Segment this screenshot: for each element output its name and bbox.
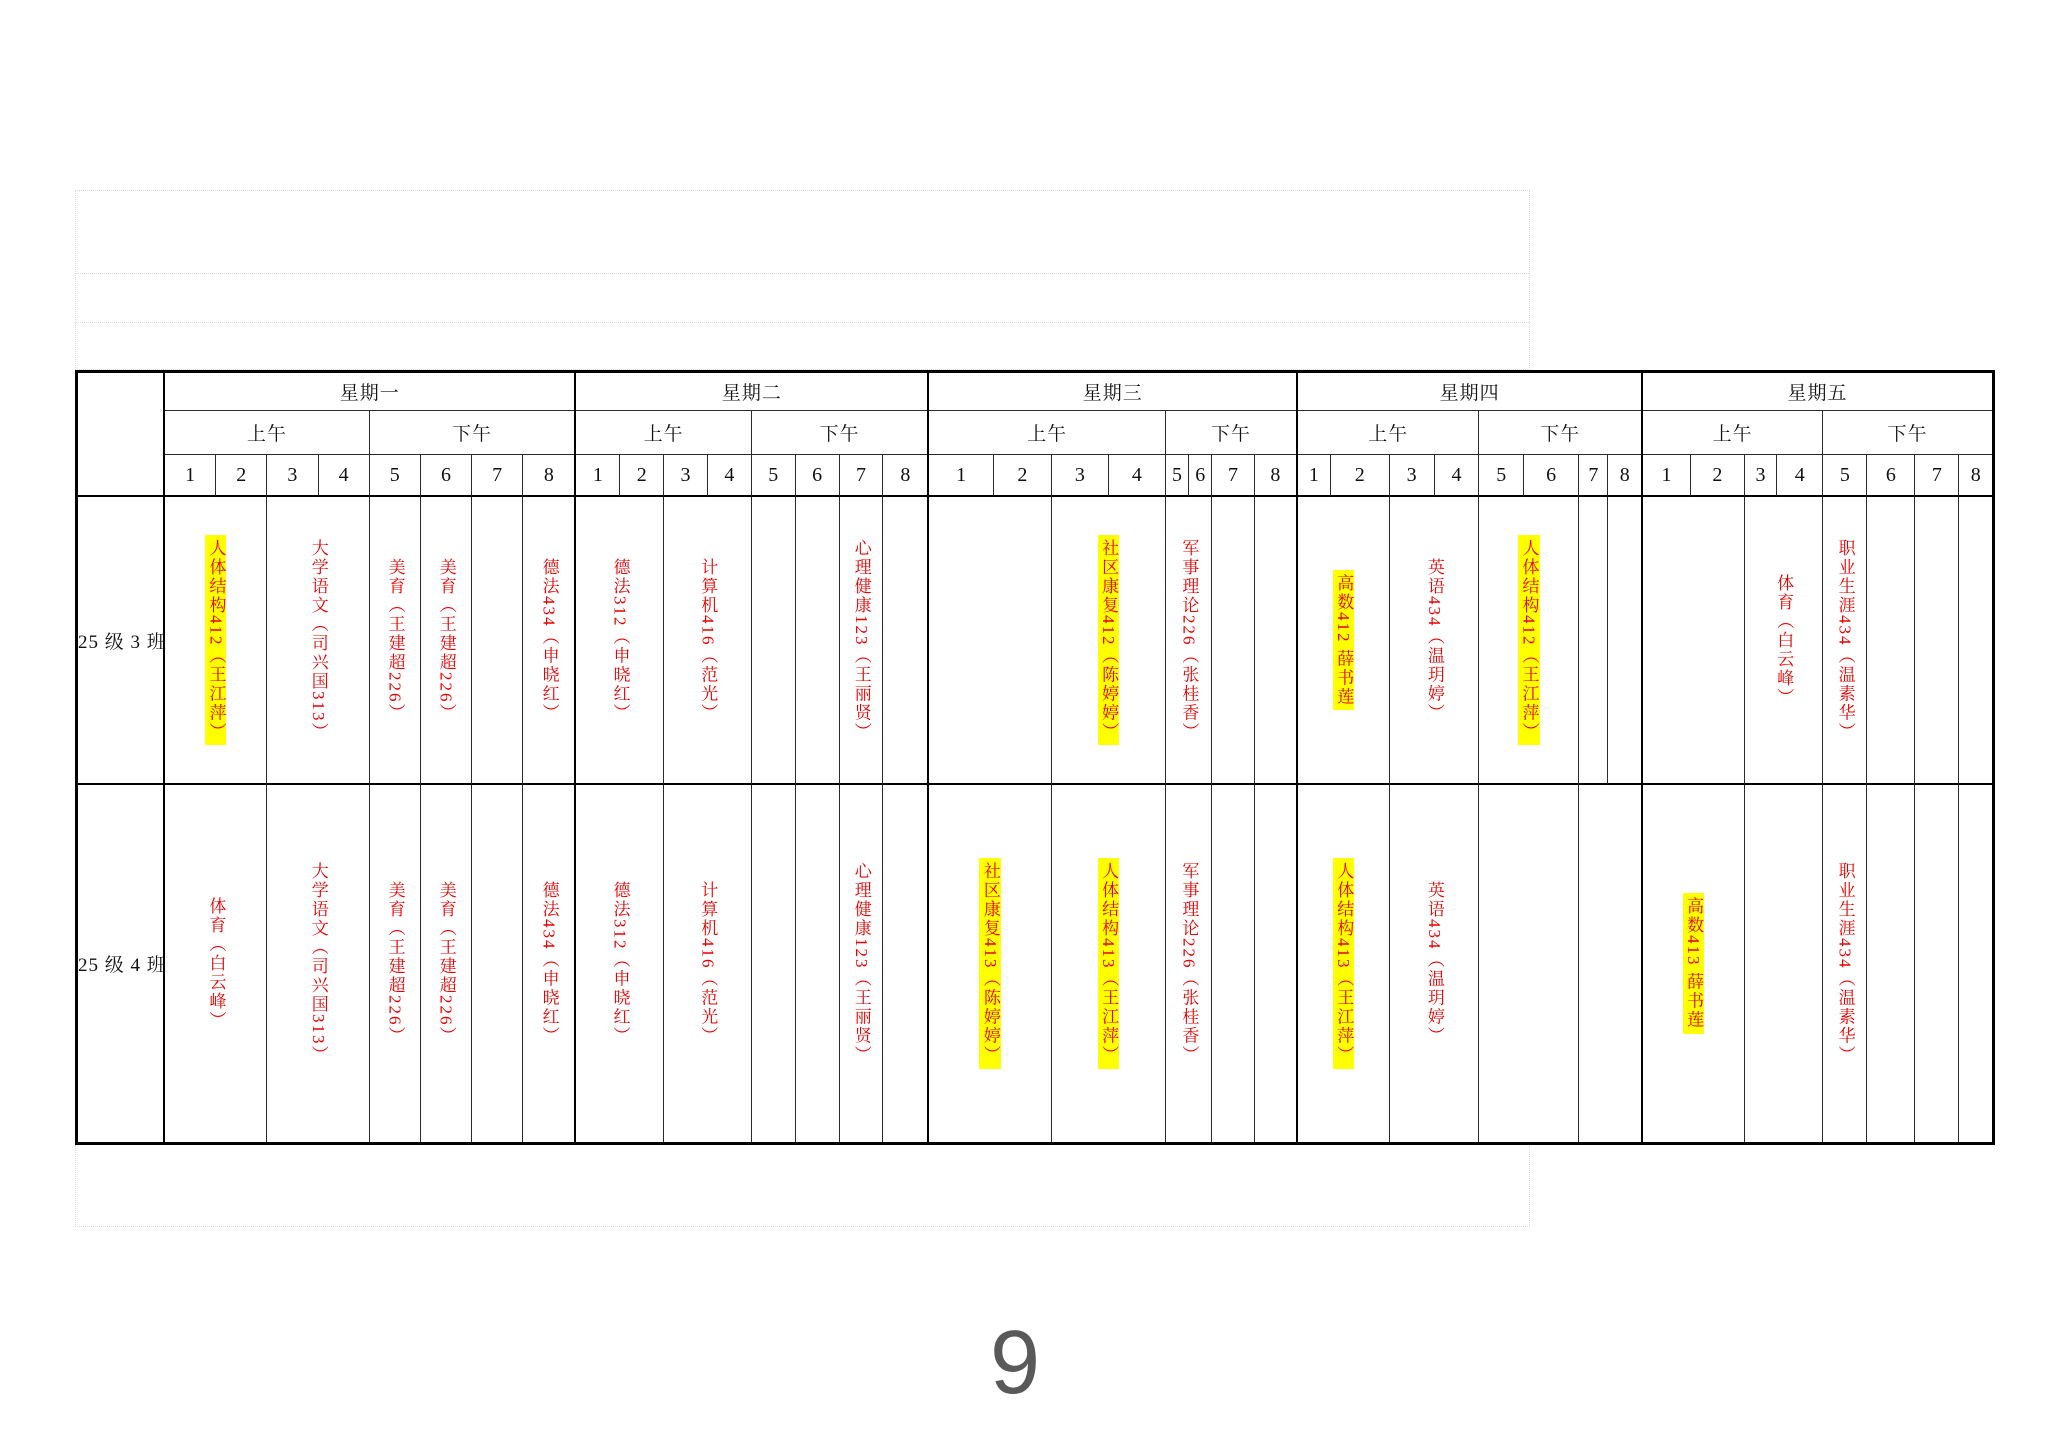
period-header: 3 bbox=[1390, 455, 1435, 497]
empty-cell bbox=[752, 785, 796, 1142]
course-text: 美育（王建超226） bbox=[436, 881, 456, 1046]
course-text: 职业生涯434（温素华） bbox=[1835, 538, 1855, 742]
course-text: 心理健康123（王丽贤） bbox=[851, 862, 871, 1065]
course-cell bbox=[370, 785, 421, 1142]
course-cell bbox=[1298, 785, 1390, 1142]
session-label-morning: 上午 bbox=[1643, 411, 1823, 455]
period-header: 3 bbox=[267, 455, 318, 497]
day-section-tue bbox=[574, 373, 927, 1142]
empty-cell bbox=[1643, 497, 1745, 785]
course-text: 美育（王建超226） bbox=[385, 557, 405, 723]
period-header: 7 bbox=[840, 455, 884, 497]
course-cell bbox=[1390, 785, 1480, 1142]
period-header: 1 bbox=[1643, 455, 1691, 497]
period-header: 8 bbox=[1959, 455, 1992, 497]
course-text: 大学语文（司兴国313） bbox=[308, 862, 328, 1065]
course-text: 军事理论226（张桂香） bbox=[1179, 538, 1199, 742]
course-text: 计算机416（范光） bbox=[698, 557, 718, 723]
period-header: 1 bbox=[165, 455, 216, 497]
session-label-morning: 上午 bbox=[576, 411, 751, 455]
course-cell bbox=[523, 785, 574, 1142]
session-label-afternoon: 下午 bbox=[1823, 411, 1992, 455]
empty-cell bbox=[796, 497, 840, 785]
empty-cell bbox=[1255, 497, 1296, 785]
course-text: 计算机416（范光） bbox=[698, 881, 718, 1046]
empty-cell bbox=[1867, 497, 1915, 785]
course-cell bbox=[421, 497, 472, 785]
period-header: 3 bbox=[1745, 455, 1778, 497]
day-label: 星期二 bbox=[576, 373, 927, 411]
course-cell bbox=[929, 785, 1052, 1142]
empty-cell bbox=[472, 785, 523, 1142]
course-cell bbox=[1745, 497, 1824, 785]
period-header: 2 bbox=[1691, 455, 1745, 497]
period-header: 1 bbox=[576, 455, 620, 497]
course-cell bbox=[1479, 497, 1579, 785]
session-label-morning: 上午 bbox=[165, 411, 370, 455]
day-label: 星期五 bbox=[1643, 373, 1992, 411]
period-header: 6 bbox=[1524, 455, 1579, 497]
class-name-1: 25 级 3 班 bbox=[78, 497, 167, 785]
class-column bbox=[78, 373, 167, 1142]
course-cell bbox=[576, 497, 664, 785]
period-header: 4 bbox=[1435, 455, 1480, 497]
course-cell bbox=[1166, 785, 1212, 1142]
empty-grid-row bbox=[76, 274, 1529, 323]
course-cell bbox=[840, 785, 884, 1142]
course-cell bbox=[267, 785, 369, 1142]
course-text: 英语434（温玥婷） bbox=[1424, 881, 1444, 1046]
course-cell bbox=[165, 785, 267, 1142]
period-header: 5 bbox=[752, 455, 796, 497]
period-header: 5 bbox=[370, 455, 421, 497]
empty-cell bbox=[752, 497, 796, 785]
course-text: 英语434（温玥婷） bbox=[1424, 557, 1444, 723]
empty-cell bbox=[1867, 785, 1915, 1142]
course-text: 体育（白云峰） bbox=[1774, 573, 1794, 707]
course-text: 人体结构412（王江萍） bbox=[205, 535, 227, 746]
period-header: 5 bbox=[1166, 455, 1189, 497]
period-header: 3 bbox=[1052, 455, 1109, 497]
session-label-afternoon: 下午 bbox=[752, 411, 927, 455]
session-label-morning: 上午 bbox=[929, 411, 1166, 455]
period-header: 2 bbox=[216, 455, 267, 497]
empty-cell bbox=[1959, 785, 1992, 1142]
empty-cell bbox=[1579, 497, 1608, 785]
empty-cell bbox=[1915, 785, 1959, 1142]
empty-grid-row-bottom bbox=[75, 1145, 1530, 1227]
course-cell bbox=[1166, 497, 1212, 785]
course-text: 心理健康123（王丽贤） bbox=[851, 538, 871, 742]
course-cell bbox=[421, 785, 472, 1142]
course-cell bbox=[1298, 497, 1390, 785]
day-label: 星期三 bbox=[929, 373, 1296, 411]
empty-grid-row bbox=[76, 323, 1529, 371]
period-header: 1 bbox=[1298, 455, 1331, 497]
day-label: 星期一 bbox=[165, 373, 574, 411]
empty-cell bbox=[1255, 785, 1296, 1142]
period-header: 4 bbox=[708, 455, 752, 497]
timetable bbox=[75, 370, 1995, 1145]
session-label-afternoon: 下午 bbox=[1479, 411, 1641, 455]
course-text: 德法434（申晓红） bbox=[539, 881, 559, 1046]
period-header: 4 bbox=[319, 455, 370, 497]
day-section-fri bbox=[1641, 373, 1992, 1142]
session-label-afternoon: 下午 bbox=[1166, 411, 1296, 455]
course-text: 社区康复413（陈婷婷） bbox=[979, 858, 1001, 1069]
course-cell bbox=[1052, 785, 1166, 1142]
course-cell bbox=[576, 785, 664, 1142]
period-header: 7 bbox=[1212, 455, 1254, 497]
empty-cell bbox=[1579, 785, 1641, 1142]
period-header: 4 bbox=[1109, 455, 1166, 497]
empty-cell bbox=[929, 497, 1052, 785]
empty-cell bbox=[883, 497, 927, 785]
empty-cell bbox=[796, 785, 840, 1142]
session-label-morning: 上午 bbox=[1298, 411, 1479, 455]
page-number: 9 bbox=[989, 1313, 1041, 1413]
course-cell bbox=[165, 497, 267, 785]
course-cell bbox=[664, 497, 752, 785]
session-label-afternoon: 下午 bbox=[370, 411, 575, 455]
period-header: 8 bbox=[523, 455, 574, 497]
course-cell bbox=[664, 785, 752, 1142]
course-text: 职业生涯434（温素华） bbox=[1835, 862, 1855, 1065]
empty-cell bbox=[1915, 497, 1959, 785]
course-cell bbox=[1823, 785, 1867, 1142]
period-header: 1 bbox=[929, 455, 994, 497]
period-header: 5 bbox=[1479, 455, 1524, 497]
period-header: 4 bbox=[1777, 455, 1823, 497]
course-text: 人体结构413（王江萍） bbox=[1098, 858, 1120, 1069]
period-header: 7 bbox=[472, 455, 523, 497]
day-section-mon bbox=[163, 373, 574, 1142]
course-text: 美育（王建超226） bbox=[436, 557, 456, 723]
course-text: 高数412 薛书莲 bbox=[1333, 570, 1355, 711]
class-name-2: 25 级 4 班 bbox=[78, 955, 167, 976]
period-header: 2 bbox=[1331, 455, 1390, 497]
empty-cell bbox=[1608, 497, 1641, 785]
period-header: 6 bbox=[1189, 455, 1212, 497]
course-cell bbox=[267, 497, 369, 785]
course-text: 人体结构413（王江萍） bbox=[1333, 858, 1355, 1069]
course-cell bbox=[1052, 497, 1166, 785]
period-header: 6 bbox=[1867, 455, 1915, 497]
empty-grid-row bbox=[76, 191, 1529, 274]
period-header: 8 bbox=[1608, 455, 1641, 497]
course-text: 社区康复412（陈婷婷） bbox=[1098, 535, 1120, 746]
period-header: 2 bbox=[994, 455, 1052, 497]
empty-cell bbox=[1959, 497, 1992, 785]
course-text: 人体结构412（王江萍） bbox=[1518, 535, 1540, 746]
period-header: 3 bbox=[664, 455, 708, 497]
course-text: 高数413 薛书莲 bbox=[1683, 893, 1705, 1034]
course-text: 体育（白云峰） bbox=[206, 897, 226, 1030]
empty-cell bbox=[1479, 785, 1579, 1142]
empty-cell bbox=[883, 785, 927, 1142]
course-cell bbox=[1643, 785, 1745, 1142]
course-text: 大学语文（司兴国313） bbox=[308, 538, 328, 742]
course-text: 军事理论226（张桂香） bbox=[1179, 862, 1199, 1065]
period-header: 6 bbox=[421, 455, 472, 497]
empty-cell bbox=[1212, 497, 1254, 785]
period-header: 7 bbox=[1579, 455, 1608, 497]
course-text: 美育（王建超226） bbox=[385, 881, 405, 1046]
day-label: 星期四 bbox=[1298, 373, 1641, 411]
course-text: 德法312（申晓红） bbox=[610, 557, 630, 723]
period-header: 5 bbox=[1823, 455, 1867, 497]
empty-cell bbox=[1745, 785, 1824, 1142]
period-header: 8 bbox=[883, 455, 927, 497]
course-cell bbox=[523, 497, 574, 785]
period-header: 6 bbox=[796, 455, 840, 497]
period-header: 8 bbox=[1255, 455, 1296, 497]
course-cell bbox=[1823, 497, 1867, 785]
course-text: 德法312（申晓红） bbox=[610, 881, 630, 1046]
corner-cell bbox=[78, 373, 167, 497]
course-cell bbox=[840, 497, 884, 785]
period-header: 2 bbox=[620, 455, 664, 497]
empty-grid-rows-top bbox=[75, 190, 1530, 370]
empty-cell bbox=[472, 497, 523, 785]
period-header: 7 bbox=[1915, 455, 1959, 497]
course-text: 德法434（申晓红） bbox=[539, 557, 559, 723]
course-cell bbox=[370, 497, 421, 785]
day-section-wed bbox=[927, 373, 1296, 1142]
empty-cell bbox=[1212, 785, 1254, 1142]
course-cell bbox=[1390, 497, 1480, 785]
day-section-thu bbox=[1296, 373, 1641, 1142]
